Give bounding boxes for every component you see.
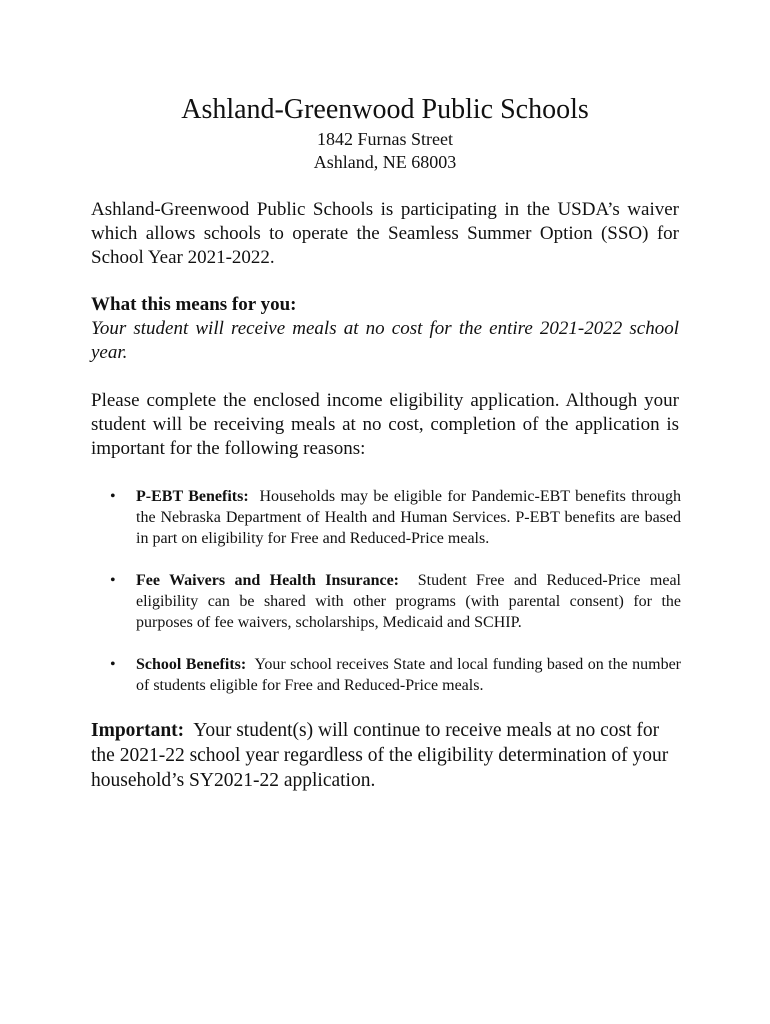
- bullet-icon: •: [110, 656, 116, 673]
- list-item-body: Your school receives State and local funding based on the number of students eligible for Free and Reduced-Price meals.: [136, 656, 681, 694]
- list-item-title: Fee Waivers and Health Insurance:: [136, 572, 400, 589]
- list-item-body: Households may be eligible for Pandemic-EBT benefits through the Nebraska Department of Health and Human Services. P-EBT benefits are based in part on eligibility for Free and Reduced-Price meals.: [136, 488, 681, 547]
- important-notice: [91, 718, 683, 793]
- list-item-text: [136, 570, 681, 633]
- list-item-body: Student Free and Reduced-Price meal eligibility can be shared with other programs (with parental consent) for the purposes of fee waivers, scholarships, Medicaid and SCHIP.: [136, 572, 682, 631]
- address-city: Ashland, NE 68003: [313, 152, 457, 172]
- what-this-means-text: Your student will receive meals at no cost for the entire 2021-2022 school year.: [91, 318, 679, 363]
- intro-paragraph: Ashland-Greenwood Public Schools is participating in the USDA’s waiver which allows schools to operate the Seamless Summer Option (SSO) for School Year 2021-2022.: [91, 199, 679, 268]
- bullet-icon: •: [110, 488, 116, 505]
- list-item-title: School Benefits:: [136, 656, 247, 673]
- address-street: 1842 Furnas Street: [317, 129, 453, 149]
- bullet-icon: •: [110, 572, 116, 589]
- important-text: Your student(s) will continue to receive meals at no cost for the 2021-22 school year regardless of the eligibility determination of your household’s SY2021-22 application.: [91, 720, 669, 791]
- please-complete-paragraph: Please complete the enclosed income eligibility application. Although your student will be receiving meals at no cost, completion of the application is important for the following reasons:: [91, 390, 679, 459]
- school-title: Ashland-Greenwood Public Schools: [181, 94, 589, 125]
- what-this-means-heading: What this means for you:: [91, 294, 297, 315]
- list-item-text: [136, 486, 681, 549]
- important-label: Important:: [91, 720, 185, 741]
- list-item-text: [136, 654, 681, 696]
- list-item-title: P-EBT Benefits:: [136, 488, 249, 505]
